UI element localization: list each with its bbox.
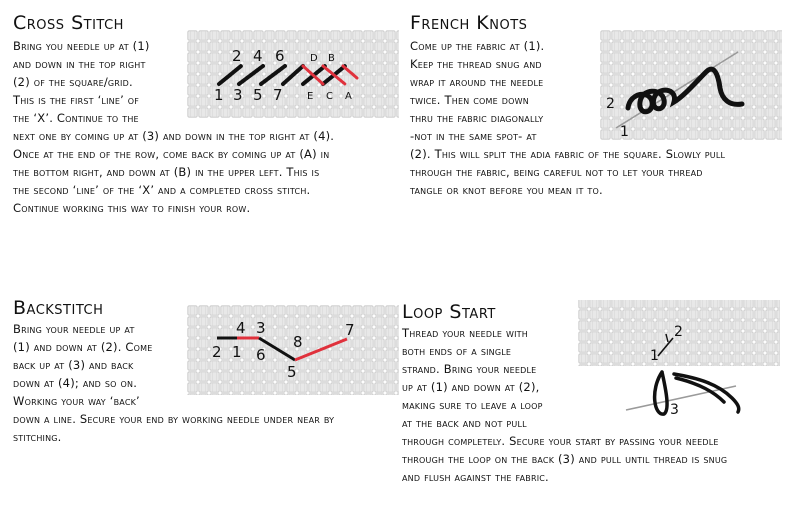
loop-start-text-line: up at (1) and down at (2), [402,380,540,394]
cross-stitch-text-line: Once at the end of the row, come back by coming up at (A) in [13,147,330,161]
loop-start-text-line: strand. Bring your needle [402,362,537,376]
label-B: B [328,53,335,64]
backstitch-text-line: down at (4); and so on. [13,376,138,390]
loop-start-diagram [578,298,782,428]
cross-stitch-diagram [187,30,399,120]
label-6: 6 [256,346,266,364]
label-A: A [345,91,352,102]
label-2: 2 [606,96,615,112]
cross-stitch-text-line: This is the first ‘line’ of [13,93,140,107]
loop-start-text-line: both ends of a single [402,344,512,358]
backstitch-text-line: down a line. Secure your end by working needle under near by [13,412,335,426]
french-knots-text-line: Come up the fabric at (1). [410,39,545,53]
label-7: 7 [273,86,283,104]
label-1: 1 [232,343,242,361]
loop-start-text-line: through completely. Secure your start by passing your needle [402,434,719,448]
loop-start-text-line: and flush against the fabric. [402,470,549,484]
label-3: 3 [256,319,266,337]
french-knots-text-line: (2). This will split the adia fabric of the square. Slowly pull [410,147,726,161]
label-D: D [310,53,318,64]
french-knots-title: French Knots [410,12,528,34]
cross-stitch-text-line: Continue working this way to finish your row. [13,201,251,215]
backstitch-diagram [187,305,399,397]
cross-stitch-text-line: the bottom right, and down at (B) in the upper left. This is [13,165,320,179]
backstitch-text-line: Working your way ‘back’ [13,394,140,408]
loop-start-text-line: at the back and not pull [402,416,527,430]
french-knots-text-line: thru the fabric diagonally [410,111,544,125]
loop-start-title: Loop Start [402,301,496,323]
backstitch-title: Backstitch [13,297,104,319]
label-3: 3 [670,402,679,418]
cross-stitch-title: Cross Stitch [13,12,124,34]
loop-start-text-line: Thread your needle with [402,326,528,340]
label-2: 2 [212,343,222,361]
label-7: 7 [345,321,355,339]
backstitch-text-line: (1) and down at (2). Come [13,340,153,354]
cross-stitch-text-line: next one by coming up at (3) and down in the top right at (4). [13,129,335,143]
french-knots-text-line: tangle or knot before you mean it to. [410,183,603,197]
loop-start-text-line: making sure to leave a loop [402,398,543,412]
label-1: 1 [620,124,629,140]
loop-start-text-line: through the loop on the back (3) and pull until thread is snug [402,452,728,466]
label-5: 5 [287,363,297,381]
label-C: C [326,91,333,102]
cross-stitch-text-line: Bring you needle up at (1) [13,39,150,53]
label-4: 4 [236,319,246,337]
cross-stitch-text-line: the second ‘line’ of the ‘X’ and a completed cross stitch. [13,183,311,197]
backstitch-text-line: back up at (3) and back [13,358,134,372]
backstitch-text-line: Bring your needle up at [13,322,135,336]
label-6: 6 [275,47,285,65]
label-8: 8 [293,333,303,351]
french-knots-text-line: wrap it around the needle [410,75,544,89]
cross-stitch-text-line: the ‘X’. Continue to the [13,111,139,125]
french-knots-text-line: Keep the thread snug and [410,57,542,71]
label-2: 2 [674,324,683,340]
label-3: 3 [233,86,243,104]
loop-thread [655,372,739,414]
label-2: 2 [232,47,242,65]
french-knots-diagram [600,30,782,142]
label-5: 5 [253,86,263,104]
label-1: 1 [214,86,224,104]
french-knots-text-line: through the fabric, being careful not to let your thread [410,165,703,179]
label-4: 4 [253,47,263,65]
label-E: E [307,91,314,102]
french-knots-text-line: twice. Then come down [410,93,529,107]
backstitch-text-line: stitching. [13,430,62,444]
label-1: 1 [650,348,659,364]
cross-stitch-text-line: and down in the top right [13,57,146,71]
cross-stitch-text-line: (2) of the square/grid. [13,75,133,89]
french-knots-text-line: -not in the same spot- at [410,129,537,143]
